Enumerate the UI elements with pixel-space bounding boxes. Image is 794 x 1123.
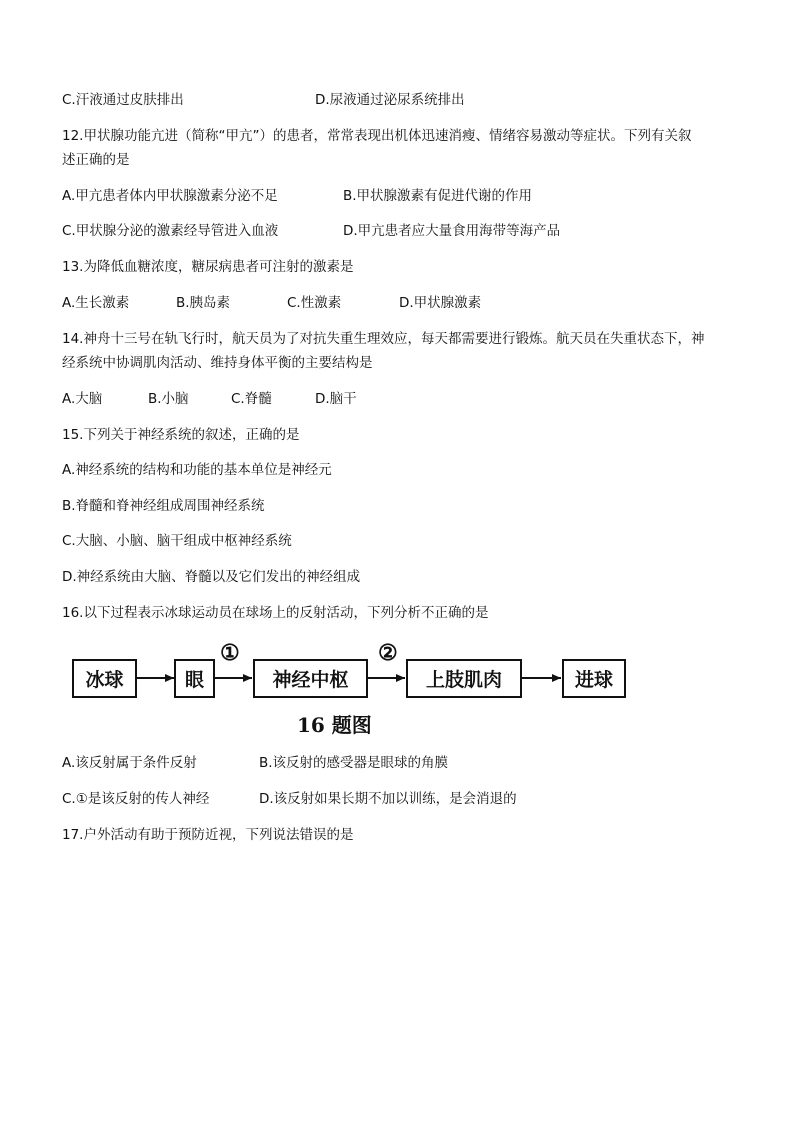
- q12-option-c: C.甲状腺分泌的激素经导管进入血液: [62, 223, 279, 239]
- q14-option-d: D.脑干: [315, 391, 357, 407]
- q16-option-d: D.该反射如果长期不加以训练，是会消退的: [259, 791, 517, 807]
- q13-option-d: D.甲状腺激素: [399, 295, 482, 311]
- q16-stem: 16.以下过程表示冰球运动员在球场上的反射活动，下列分析不正确的是: [62, 605, 489, 621]
- q14-option-a: A.大脑: [62, 391, 103, 407]
- q13-option-b: B.胰岛素: [176, 295, 231, 311]
- label-circled-1: ①: [220, 640, 240, 666]
- q16-option-c: C.①是该反射的传人神经: [62, 791, 210, 807]
- q16-option-a: A.该反射属于条件反射: [62, 755, 197, 771]
- q14-stem-line-1: 14.神舟十三号在轨飞行时，航天员为了对抗失重生理效应，每天都需要进行锻炼。航天员在失重状态下，神: [62, 331, 705, 347]
- label-circled-2: ②: [378, 640, 398, 666]
- q14-option-c: C.脊髓: [231, 391, 272, 407]
- diagram-caption: 16 题图: [297, 713, 372, 737]
- q15-option-c: C.大脑、小脑、脑干组成中枢神经系统: [62, 533, 292, 549]
- q14-stem-line-2: 经系统中协调肌肉活动、维持身体平衡的主要结构是: [62, 355, 373, 371]
- q15-stem: 15.下列关于神经系统的叙述，正确的是: [62, 427, 300, 443]
- q12-option-a: A.甲亢患者体内甲状腺激素分泌不足: [62, 188, 278, 204]
- q17-stem: 17.户外活动有助于预防近视，下列说法错误的是: [62, 827, 354, 843]
- q11-option-c: C.汗液通过皮肤排出: [62, 92, 184, 108]
- q15-option-b: B.脊髓和脊神经组成周围神经系统: [62, 498, 265, 514]
- box-nerve-center: 神经中枢: [253, 659, 368, 698]
- q14-option-b: B.小脑: [148, 391, 189, 407]
- q13-option-c: C.性激素: [287, 295, 342, 311]
- q12-stem-line-1: 12.甲状腺功能亢进（简称“甲亢”）的患者，常常表现出机体迅速消瘦、情绪容易激动等症状。下列有关叙: [62, 128, 692, 144]
- box-upper-limb-muscle: 上肢肌肉: [406, 659, 522, 698]
- box-eye: 眼: [174, 659, 215, 698]
- q13-stem: 13.为降低血糖浓度，糖尿病患者可注射的激素是: [62, 259, 354, 275]
- q15-option-d: D.神经系统由大脑、脊髓以及它们发出的神经组成: [62, 569, 361, 585]
- box-goal: 进球: [562, 659, 626, 698]
- q16-option-b: B.该反射的感受器是眼球的角膜: [259, 755, 449, 771]
- q11-option-d: D.尿液通过泌尿系统排出: [315, 92, 465, 108]
- q12-stem-line-2: 述正确的是: [62, 152, 130, 168]
- q12-option-d: D.甲亢患者应大量食用海带等海产品: [343, 223, 561, 239]
- q13-option-a: A.生长激素: [62, 295, 130, 311]
- box-ice-hockey: 冰球: [72, 659, 137, 698]
- q12-option-b: B.甲状腺激素有促进代谢的作用: [343, 188, 533, 204]
- q15-option-a: A.神经系统的结构和功能的基本单位是神经元: [62, 462, 332, 478]
